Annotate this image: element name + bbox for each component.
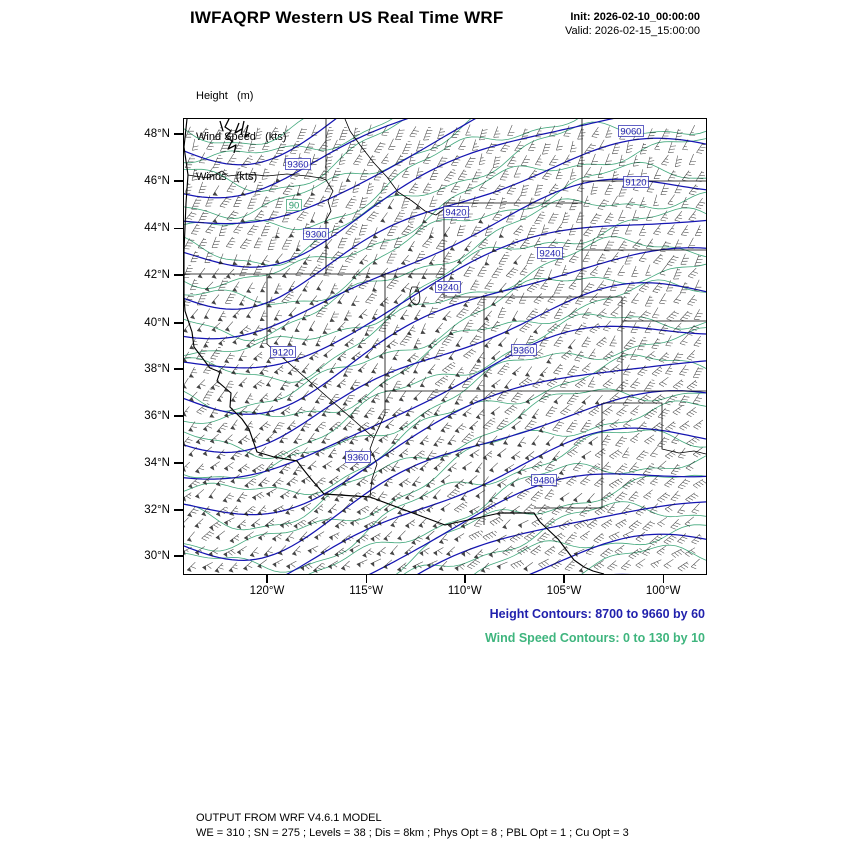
x-axis-tick	[464, 574, 466, 583]
map-canvas	[184, 119, 706, 574]
y-axis-label: 38°N	[144, 362, 170, 375]
height-contours-note: Height Contours: 8700 to 9660 by 60	[489, 607, 705, 621]
puget-sound	[220, 119, 250, 153]
x-axis-tick	[563, 574, 565, 583]
x-axis-label: 115°W	[349, 585, 384, 597]
svg-text:9420: 9420	[445, 207, 467, 219]
y-axis-label: 40°N	[144, 316, 170, 329]
page-title: IWFAQRP Western US Real Time WRF	[190, 8, 504, 27]
height-contour-label	[271, 347, 296, 359]
svg-text:90: 90	[288, 200, 300, 212]
border-az-nv-colorado-river	[374, 391, 385, 438]
wind-speed-contours-note: Wind Speed Contours: 0 to 130 by 10	[484, 631, 705, 645]
y-axis-tick	[174, 555, 184, 557]
height-contour-label	[444, 207, 469, 219]
height-contour-label	[532, 475, 557, 487]
valid-label: Valid:	[565, 25, 592, 37]
svg-text:9120: 9120	[272, 347, 294, 359]
y-axis-tick	[174, 322, 184, 324]
svg-text:9360: 9360	[347, 452, 369, 464]
y-axis-tick	[174, 462, 184, 464]
x-axis-tick	[366, 574, 368, 583]
init-time-line	[565, 10, 700, 24]
height-contour-label	[538, 248, 563, 260]
footer-config-line: WE = 310 ; SN = 275 ; Levels = 38 ; Dis = 8km ; Phys Opt = 8 ; PBL Opt = 1 ; Cu Opt = 3	[196, 826, 629, 839]
y-axis-label: 42°N	[144, 269, 170, 282]
legend-winds-line: Winds (kts)	[196, 171, 258, 183]
y-axis-label: 34°N	[144, 457, 170, 469]
y-axis-label: 46°N	[144, 174, 170, 187]
height-contour-label	[346, 452, 371, 464]
svg-text:9240: 9240	[437, 282, 459, 294]
y-axis-label: 44°N	[144, 222, 170, 235]
wind-speed-contour-label	[287, 200, 302, 212]
legend-windspeed-line: Wind Speed (kts)	[196, 130, 287, 143]
y-axis-tick	[174, 415, 184, 417]
y-axis-tick	[174, 228, 184, 230]
y-axis-tick	[174, 368, 184, 370]
map-frame	[144, 118, 707, 597]
valid-time-line	[565, 24, 700, 38]
svg-text:9240: 9240	[539, 248, 561, 260]
svg-text:9300: 9300	[305, 229, 327, 241]
border-nm-tx	[534, 403, 602, 508]
init-valid-block	[565, 10, 700, 38]
svg-text:9360: 9360	[513, 345, 535, 357]
svg-text:9480: 9480	[533, 475, 555, 487]
init-value: 2026-02-10_00:00:00	[593, 11, 700, 23]
x-axis-tick	[266, 574, 268, 583]
height-contour-label	[624, 177, 649, 189]
y-axis-label: 48°N	[144, 128, 170, 140]
y-axis-tick	[174, 509, 184, 511]
height-contour-label	[512, 345, 537, 357]
footer-model-line: OUTPUT FROM WRF V4.6.1 MODEL	[196, 812, 382, 824]
y-axis-tick	[174, 180, 184, 182]
y-axis-label: 32°N	[144, 503, 170, 516]
init-label: Init:	[570, 11, 591, 23]
x-axis-label: 105°W	[546, 585, 582, 597]
x-axis-label: 120°W	[249, 585, 285, 597]
legend-height-line: Height (m)	[196, 90, 254, 102]
height-contour-label	[304, 229, 329, 241]
y-axis-tick	[174, 133, 184, 135]
x-axis-label: 110°W	[447, 585, 482, 597]
svg-text:9120: 9120	[625, 177, 647, 189]
svg-text:9060: 9060	[620, 126, 642, 138]
y-axis-label: 36°N	[144, 410, 170, 423]
x-axis-tick	[663, 574, 665, 583]
svg-text:9360: 9360	[287, 159, 309, 171]
y-axis-tick	[174, 274, 184, 276]
height-contour-label	[436, 282, 461, 294]
y-axis-label: 30°N	[144, 549, 170, 562]
footer-block	[196, 811, 629, 840]
height-contour-label	[286, 159, 311, 171]
x-axis-label: 100°W	[645, 585, 681, 597]
height-contour-label	[619, 126, 644, 138]
valid-value: 2026-02-15_15:00:00	[594, 25, 700, 37]
wind-barbs-layer	[184, 125, 706, 573]
